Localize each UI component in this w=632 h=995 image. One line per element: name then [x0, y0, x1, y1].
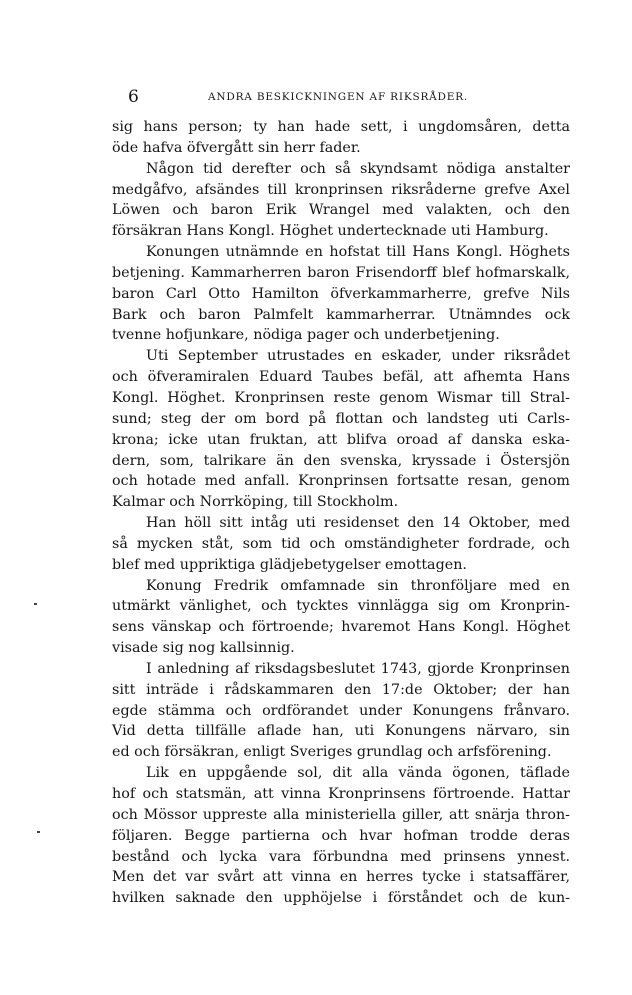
paragraph: [112, 763, 570, 909]
text-line: egde stämma och ordförandet under Konungens frånvaro.: [112, 702, 570, 719]
text-line: Men det var svårt att vinna en herres tycke i statsaffärer,: [112, 869, 570, 886]
margin-speck: [34, 603, 37, 605]
paragraph: [112, 576, 570, 659]
text-line: Bark och baron Palmfelt kammarherrar. Utnämndes ock: [112, 306, 570, 323]
text-line: Han höll sitt intåg uti residenset den 14 Oktober, med: [146, 515, 570, 532]
paragraph: [112, 117, 570, 159]
text-line: Lik en uppgående sol, dit alla vända ögonen, täflade: [146, 765, 570, 782]
paragraph: [112, 346, 570, 513]
text-line: dern, som, talrikare än den svenska, kryssade i Östersjön: [112, 452, 570, 469]
text-line: Kalmar och Norrköping, till Stockholm.: [112, 494, 399, 511]
paragraph: [112, 159, 570, 242]
paragraph: [112, 242, 570, 346]
text-line: sitt inträde i rådskammaren den 17:de Oktober; der han: [112, 681, 570, 698]
text-line: hvilken saknade den upphöjelse i förståndet och de kun-: [112, 890, 570, 907]
text-line: och hotade med anfall. Kronprinsen fortsatte resan, genom: [112, 473, 570, 490]
text-line: Löwen och baron Erik Wrangel med valakten, och den: [112, 202, 570, 219]
text-line: Vid detta tillfälle aflade han, uti Konungens närvaro, sin: [112, 723, 570, 740]
text-line: I anledning af riksdagsbeslutet 1743, gjorde Kronprinsen: [146, 660, 570, 677]
text-line: Någon tid derefter och så skyndsamt nödiga anstalter: [146, 160, 570, 177]
text-line: hof och statsmän, att vinna Kronprinsens förtroende. Hattar: [112, 786, 570, 802]
body-text: [112, 117, 570, 909]
text-line: och Mössor uppreste alla ministeriella giller, att snärja thron-: [112, 806, 570, 823]
text-line: sens vänskap och förtroende; hvaremot Hans Kongl. Höghet: [112, 619, 570, 636]
text-line: sig hans person; ty han hade sett, i ungdomsåren, detta: [112, 119, 570, 135]
text-line: utmärkt vänlighet, och tycktes vinnlägga sig om Kronprin-: [112, 598, 570, 615]
text-line: Kongl. Höghet. Kronprinsen reste genom Wismar till Stral-: [112, 389, 570, 406]
paragraph: [112, 659, 570, 763]
text-line: baron Carl Otto Hamilton öfverkammarherre, grefve Nils: [112, 285, 570, 302]
text-line: visade sig nog kallsinnig.: [112, 640, 295, 657]
text-line: Konungen utnämnde en hofstat till Hans Kongl. Höghets: [146, 244, 570, 261]
text-line: Uti September utrustades en eskader, under riksrådet: [146, 348, 570, 365]
text-line: följaren. Begge partierna och hvar hofman trodde deras: [112, 827, 570, 844]
running-title: ANDRA BESKICKNINGEN AF RIKSRÅDER.: [208, 91, 469, 103]
text-line: blef med uppriktiga glädjebetygelser emottagen.: [112, 556, 467, 573]
text-line: betjening. Kammarherren baron Frisendorff blef hofmarskalk,: [112, 264, 570, 281]
text-line: Konung Fredrik omfamnade sin thronföljare med en: [146, 577, 570, 594]
page-header: [112, 86, 570, 108]
text-line: öde hafva öfvergått sin herr fader.: [112, 139, 361, 156]
text-line: så mycken ståt, som tid och omständigheter fordrade, och: [112, 535, 570, 552]
text-line: försäkran Hans Kongl. Höghet undertecknade uti Hamburg.: [112, 223, 549, 240]
text-line: krona; icke utan fruktan, att blifva oroad af danska eska-: [112, 431, 570, 448]
text-line: bestånd och lycka vara förbundna med prinsens ynnest.: [112, 848, 570, 865]
text-line: medgåfvo, afsändes till kronprinsen riksråderne grefve Axel: [112, 181, 570, 198]
paragraph: [112, 513, 570, 576]
text-line: och öfveramiralen Eduard Taubes befäl, att afhemta Hans: [112, 369, 570, 386]
text-line: sund; steg der om bord på flottan och landsteg uti Carls-: [112, 410, 570, 427]
margin-speck: [37, 831, 40, 833]
page-number: 6: [128, 87, 139, 107]
text-line: tvenne hofjunkare, nödiga pager och underbetjening.: [112, 327, 500, 344]
text-line: ed och försäkran, enligt Sveriges grundlag och arfsförening.: [112, 744, 552, 761]
